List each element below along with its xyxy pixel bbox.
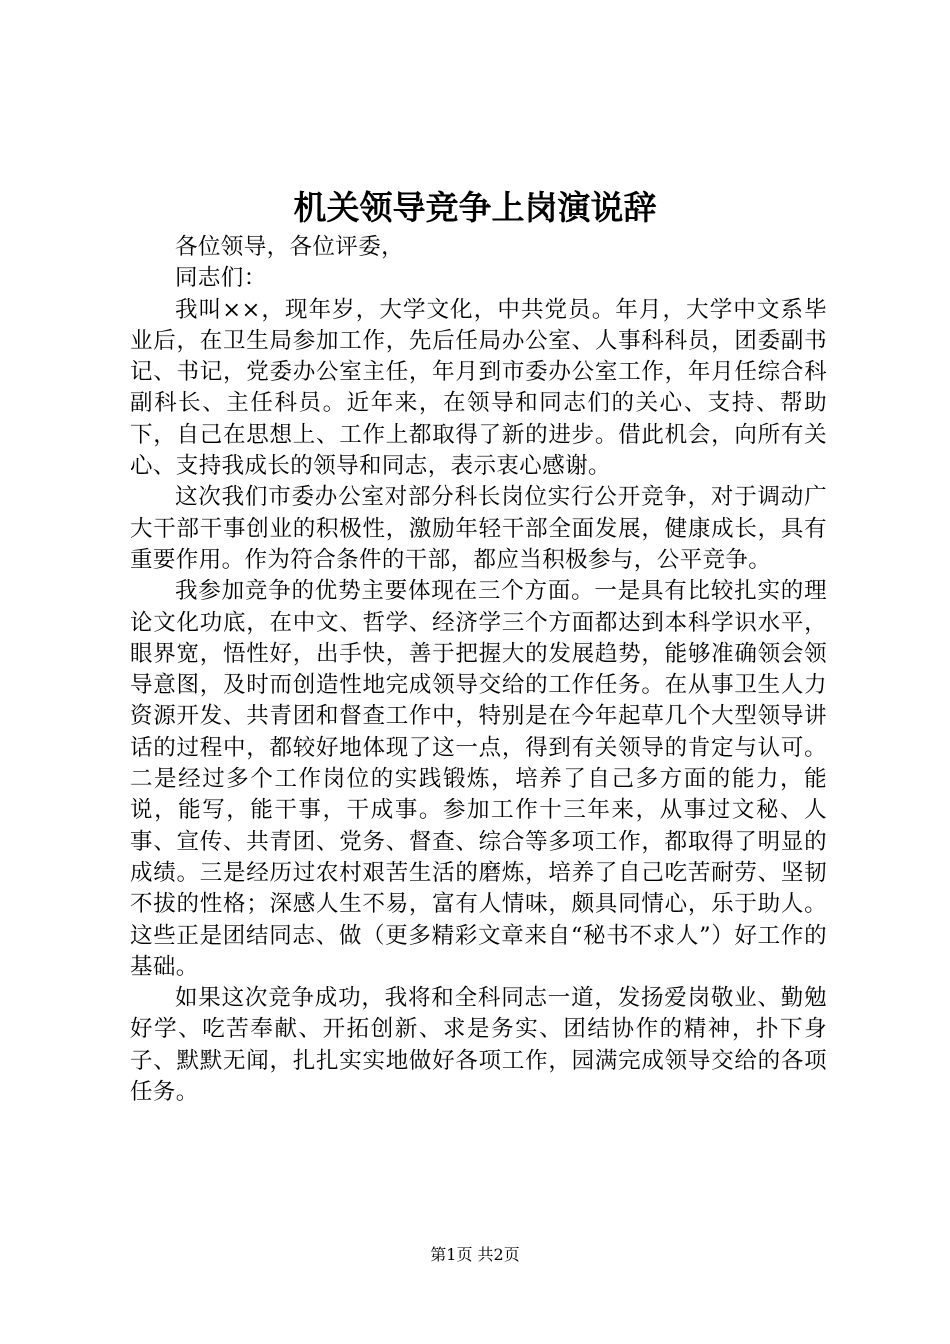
document-body <box>130 232 827 1108</box>
page-number: 第1页 共2页 <box>430 1245 520 1264</box>
strengths-paragraph: 我参加竞争的优势主要体现在三个方面。一是具有比较扎实的理论文化功底，在中文、哲学、经济学三个方面都达到本科学识水平，眼界宽，悟性好，出手快，善于把握大的发展趋势，能够准确领会领导意图，及时而创造性地完成领导交给的工作任务。在从事卫生人力资源开发、共青团和督查工作中，特别是在今年起草几个大型领导讲话的过程中，都较好地体现了这一点，得到有关领导的肯定与认可。二是经过多个工作岗位的实践锻炼，培养了自己多方面的能力，能说，能写，能干事，干成事。参加工作十三年来，从事过文秘、人事、宣传、共青团、党务、督查、综合等多项工作，都取得了明显的成绩。三是经历过农村艰苦生活的磨炼，培养了自己吃苦耐劳、坚韧不拔的性格；深感人生不易，富有人情味，颇具同情心，乐于助人。这些正是团结同志、做（更多精彩文章来自“秘书不求人”）好工作的基础。 <box>130 578 827 980</box>
document-title: 机关领导竞争上岗演说辞 <box>293 188 657 227</box>
intro-paragraph: 我叫××，现年岁，大学文化，中共党员。年月，大学中文系毕业后，在卫生局参加工作，先后任局办公室、人事科科员，团委副书记、书记，党委办公室主任，年月到市委办公室工作，年月任综合科副科长、主任科员。近年来，在领导和同志们的关心、支持、帮助下，自己在思想上、工作上都取得了新的进步。借此机会，向所有关心、支持我成长的领导和同志，表示衷心感谢。 <box>130 296 827 480</box>
greeting-paragraph: 同志们： <box>175 265 267 292</box>
competition-paragraph: 这次我们市委办公室对部分科长岗位实行公开竞争，对于调动广大干部干事创业的积极性，激励年轻干部全面发展，健康成长，具有重要作用。作为符合条件的干部，都应当积极参与，公平竞争。 <box>130 484 827 573</box>
commitment-paragraph: 如果这次竞争成功，我将和全科同志一道，发扬爱岗敬业、勤勉好学、吃苦奉献、开拓创新、求是务实、团结协作的精神，扑下身子、默默无闻，扎扎实实地做好各项工作，园满完成领导交给的各项任务。 <box>130 985 827 1106</box>
salutation-paragraph: 各位领导，各位评委， <box>175 234 405 260</box>
